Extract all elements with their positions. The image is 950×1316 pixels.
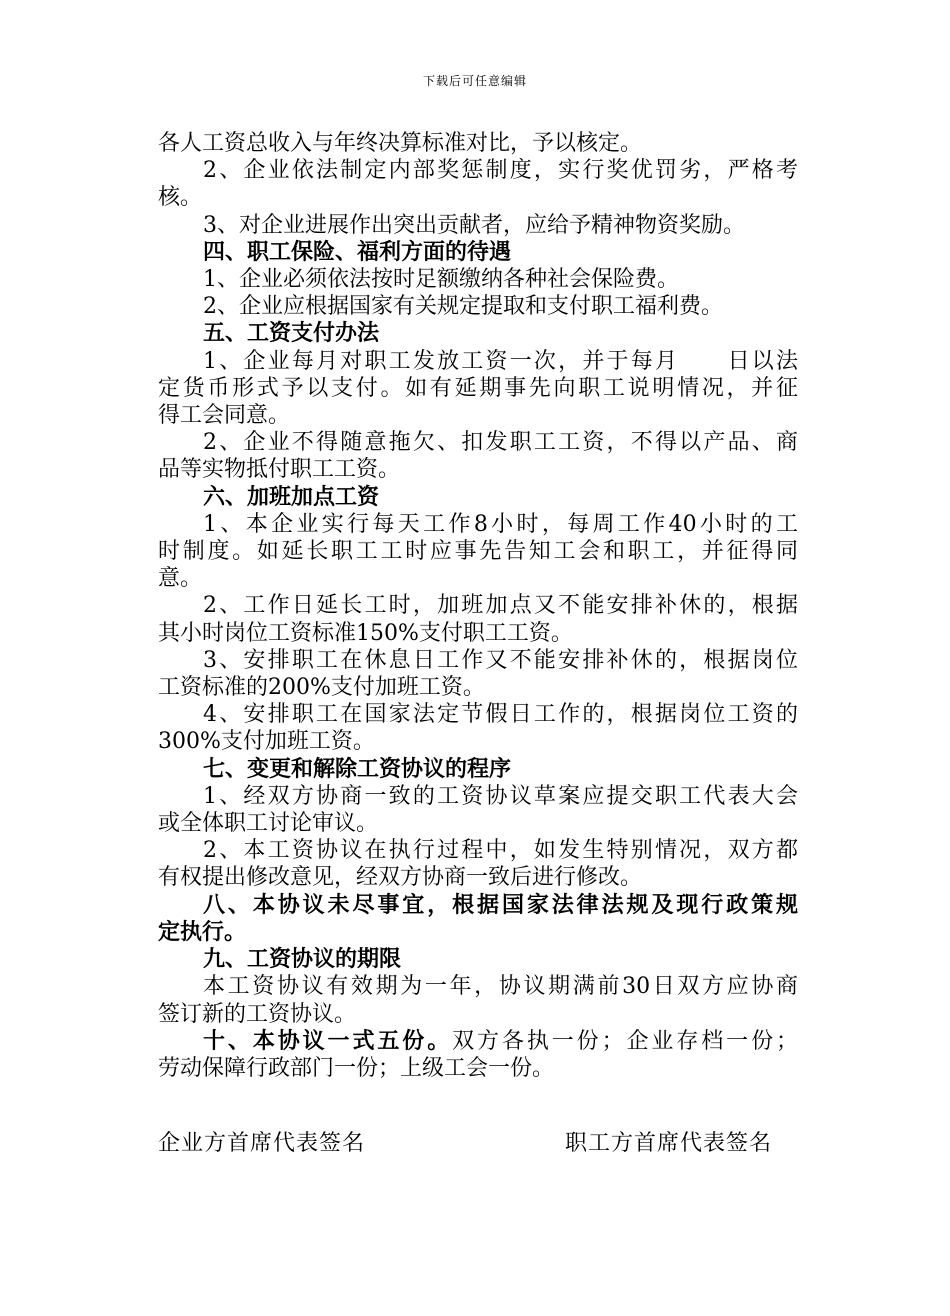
paragraph-continuation: 或全体职工讨论审议。 — [158, 811, 379, 837]
section-heading-inline: 十、本协议一式五份。 — [203, 1027, 453, 1054]
paragraph: 3、对企业进展作出突出贡献者，应给予精神物资奖励。 — [203, 212, 745, 238]
paragraph-continuation: 劳动保障行政部门一份；上级工会一份。 — [158, 1055, 555, 1081]
section-heading: 五、工资支付办法 — [203, 320, 380, 347]
employee-representative-signature-label: 职工方首席代表签名 — [565, 1131, 773, 1156]
paragraph-continuation: 品等实物抵付职工工资。 — [158, 457, 401, 483]
section-heading: 四、职工保险、福利方面的待遇 — [203, 238, 512, 265]
paragraph: 2、企业依法制定内部奖惩制度，实行奖优罚劣，严格考 — [203, 158, 798, 184]
employer-representative-signature-label: 企业方首席代表签名 — [158, 1131, 366, 1156]
paragraph-continuation: 定货币形式予以支付。如有延期事先向职工说明情况，并征 — [158, 375, 798, 401]
section-heading: 七、变更和解除工资协议的程序 — [203, 755, 512, 782]
paragraph — [158, 1028, 798, 1055]
paragraph: 2、工作日延长工时，加班加点又不能安排补休的，根据 — [203, 593, 798, 619]
paragraph-continuation: 意。 — [158, 566, 203, 592]
signature-block — [158, 1126, 798, 1156]
paragraph: 2、企业不得随意拖欠、扣发职工工资，不得以产品、商 — [203, 430, 798, 456]
paragraph-continuation: 时制度。如延长职工工时应事先告知工会和职工，并征得同 — [158, 539, 798, 565]
paragraph: 3、安排职工在休息日工作又不能安排补休的，根据岗位 — [203, 647, 798, 673]
section-heading: 八、本协议未尽事宜，根据国家法律法规及现行政策规 — [203, 891, 798, 918]
paragraph: 4、安排职工在国家法定节假日工作的，根据岗位工资的 — [203, 702, 798, 728]
paragraph-text: 双方各执一份；企业存档一份； — [452, 1028, 798, 1054]
paragraph: 1、经双方协商一致的工资协议草案应提交职工代表大会 — [203, 783, 798, 809]
paragraph-continuation: 其小时岗位工资标准150%支付职工工资。 — [158, 620, 573, 646]
paragraph: 1、企业必须依法按时足额缴纳各种社会保险费。 — [203, 267, 679, 293]
paragraph: 本工资协议有效期为一年，协议期满前30日双方应协商 — [203, 974, 798, 1000]
paragraph: 各人工资总收入与年终决算标准对比，予以核定。 — [158, 131, 643, 156]
paragraph: 1、本企业实行每天工作8小时，每周工作40小时的工 — [203, 511, 798, 537]
document-body — [158, 130, 798, 1082]
paragraph-continuation: 得工会同意。 — [158, 403, 291, 429]
paragraph: 2、企业应根据国家有关规定提取和支付职工福利费。 — [203, 294, 723, 320]
paragraph: 2、本工资协议在执行过程中，如发生特别情况，双方都 — [203, 838, 798, 864]
section-heading-continuation: 定执行。 — [158, 918, 247, 945]
paragraph-continuation: 核。 — [158, 185, 203, 211]
paragraph-continuation: 工资标准的200%支付加班工资。 — [158, 675, 485, 701]
paragraph: 1、企业每月对职工发放工资一次，并于每月 日以法 — [203, 348, 798, 374]
paragraph-continuation: 有权提出修改意见，经双方协商一致后进行修改。 — [158, 865, 643, 891]
paragraph-continuation: 签订新的工资协议。 — [158, 1001, 357, 1027]
section-heading: 九、工资协议的期限 — [203, 946, 402, 973]
section-heading: 六、加班加点工资 — [203, 483, 380, 510]
paragraph-continuation: 300%支付加班工资。 — [158, 729, 375, 755]
page-header-note: 下载后可任意编辑 — [422, 74, 527, 88]
